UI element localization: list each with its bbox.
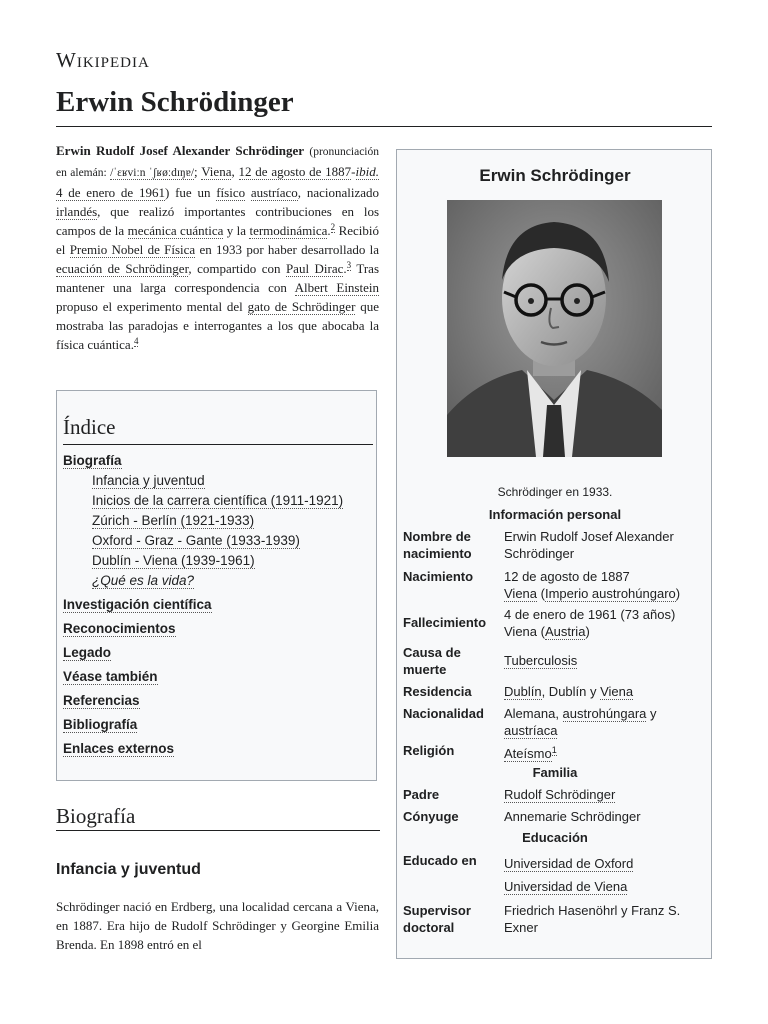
lead-text-5: Recibió el	[56, 223, 380, 257]
link-premio-nobel[interactable]: Premio Nobel de Física	[69, 242, 196, 257]
infobox-row-supervisor	[403, 902, 707, 936]
row-value	[504, 705, 704, 739]
toc-item-label[interactable]: Bibliografía	[63, 717, 138, 732]
pronunciation-suffix: ;	[194, 164, 198, 179]
pronunciation-prefix: (pronunciación en alemán:	[56, 146, 379, 179]
biography-paragraph: Schrödinger nació en Erdberg, una localidad cercana a Viena, en 1887. Era hijo de Rudolf Schrödinger y Georgine Emilia Brenda. En 1898 entró en el	[56, 899, 379, 952]
reference-4[interactable]: 4	[133, 335, 139, 346]
link-ateismo[interactable]: Ateísmo	[504, 746, 552, 762]
link-uni-viena[interactable]: Universidad de Viena	[504, 879, 628, 894]
lead-text-6: en 1933 por haber desarrollado la	[199, 242, 380, 257]
link-albert-einstein[interactable]: Albert Einstein	[294, 280, 379, 295]
toc-item-dublin[interactable]	[63, 551, 373, 571]
toc-item-label[interactable]: Véase también	[63, 669, 158, 684]
infobox-row-religion	[403, 742, 707, 762]
toc-item-referencias[interactable]	[63, 691, 373, 711]
section-divider	[56, 830, 380, 831]
lead-text-7: , compartido con	[188, 261, 281, 276]
row-label: Fallecimiento	[403, 615, 487, 630]
toc-item-label[interactable]: Referencias	[63, 693, 140, 708]
toc-item-oxford[interactable]	[63, 531, 373, 551]
paren-close: )	[675, 586, 681, 601]
row-label: Cónyuge	[403, 809, 459, 824]
paren-close: )	[585, 624, 590, 639]
title-divider	[56, 126, 712, 127]
link-ibid[interactable]: ibid.	[355, 164, 379, 179]
wikipedia-logo[interactable]: Wikipedia	[56, 48, 150, 72]
link-imperio[interactable]: Imperio austrohúngaro	[544, 586, 676, 601]
row-label: Nombre de nacimiento	[403, 529, 472, 561]
infobox-header-familia: Familia	[532, 765, 578, 780]
toc-divider	[63, 444, 373, 445]
link-austriaco[interactable]: austríaco	[250, 185, 298, 200]
link-oxford[interactable]: Universidad de Oxford	[504, 856, 634, 871]
toc-item-label[interactable]: Infancia y juventud	[92, 473, 205, 488]
row-value: Friedrich Hasenöhrl y Franz S. Exner	[504, 903, 681, 935]
toc-item-label[interactable]: Legado	[63, 645, 112, 660]
toc-item-label[interactable]: Dublín - Viena (1939-1961)	[92, 553, 255, 568]
lead-text-8: Tras mantener una larga correspondencia con	[56, 261, 380, 295]
full-name: Erwin Rudolf Josef Alexander Schrödinger	[56, 143, 304, 158]
page-title: Erwin Schrödinger	[56, 86, 294, 118]
lead-text-3: , que realizó importantes contribuciones en los campos de la	[56, 204, 379, 238]
toc-item-label[interactable]: Zúrich - Berlín (1921-1933)	[92, 513, 255, 528]
ipa-link[interactable]: /ˈɛʁviːn ˈʃʁøːdɪŋɐ/	[110, 167, 195, 179]
link-austriaca[interactable]: austríaca	[504, 723, 558, 738]
infobox-header-educacion: Educación	[522, 830, 588, 845]
lead-text-10: que mostraba las paradojas e interrogantes a los que abocaba la física cuántica.	[56, 299, 379, 352]
infobox	[396, 149, 712, 959]
link-viena[interactable]: Viena	[201, 164, 232, 179]
portrait-photo[interactable]	[447, 200, 662, 457]
photo-caption: Schrödinger en 1933.	[497, 485, 613, 499]
row-label: Supervisor doctoral	[403, 903, 471, 935]
death-place	[504, 623, 704, 640]
toc-item-label[interactable]: Oxford - Graz - Gante (1933-1939)	[92, 533, 300, 548]
residence-sep: , Dublín y	[541, 684, 601, 699]
infobox-row-fallecimiento	[403, 606, 707, 640]
row-label: Causa de muerte	[403, 645, 461, 677]
row-value: Annemarie Schrödinger	[504, 809, 641, 824]
row-value	[504, 606, 704, 640]
lead-text-9: propuso el experimento mental del	[56, 299, 243, 314]
row-label: Nacimiento	[403, 569, 474, 584]
toc-item-inicios[interactable]	[63, 491, 373, 511]
link-dublin[interactable]: Dublín	[504, 684, 542, 699]
date-separator: -	[351, 164, 356, 179]
row-value: Erwin Rudolf Josef Alexander Schrödinger	[504, 529, 674, 561]
death-date: 4 de enero de 1961 (73 años)	[504, 607, 676, 622]
row-value	[504, 652, 704, 669]
birth-date: 12 de agosto de 1887	[504, 569, 630, 584]
portrait-image	[447, 200, 662, 457]
toc-item-label[interactable]: Enlaces externos	[63, 741, 175, 756]
toc-item-enlaces-externos[interactable]	[63, 739, 373, 759]
link-ecuacion-schrodinger[interactable]: ecuación de Schrödinger	[56, 261, 189, 276]
nationality-sep: y	[646, 706, 657, 721]
link-termodinamica[interactable]: termodinámica	[249, 223, 328, 238]
row-label: Residencia	[403, 684, 472, 699]
toc-item-investigacion[interactable]	[63, 595, 373, 615]
infobox-row-nacimiento	[403, 568, 707, 602]
infobox-row-nacionalidad	[403, 705, 707, 739]
table-of-contents	[56, 390, 377, 781]
link-austria[interactable]: Austria	[544, 624, 586, 639]
link-viena-res[interactable]: Viena	[600, 684, 634, 699]
paren-open: (	[537, 586, 545, 601]
infobox-row-educado	[403, 852, 707, 892]
toc-item-que-es-la-vida[interactable]	[63, 571, 373, 591]
row-value	[504, 568, 704, 602]
infobox-row-residencia	[403, 683, 707, 700]
death-city: Viena (	[504, 624, 545, 639]
infobox-row-nombre	[403, 528, 707, 562]
link-fisico[interactable]: físico	[216, 185, 246, 200]
toc-item-reconocimientos[interactable]	[63, 619, 373, 639]
link-austrohungara[interactable]: austrohúngara	[562, 706, 647, 721]
toc-item-label[interactable]: Reconocimientos	[63, 621, 176, 636]
row-label: Religión	[403, 743, 455, 758]
toc-item-biografia[interactable]	[63, 451, 373, 471]
row-value	[504, 742, 704, 762]
link-birth-date[interactable]: 12 de agosto de 1887	[238, 164, 352, 179]
link-paul-dirac[interactable]: Paul Dirac	[285, 261, 344, 276]
link-death-date[interactable]: 4 de enero de 1961	[56, 185, 165, 200]
toc-item-bibliografia[interactable]	[63, 715, 373, 735]
link-mecanica-cuantica[interactable]: mecánica cuántica	[127, 223, 224, 238]
infobox-row-causa	[403, 644, 707, 678]
row-value	[504, 852, 704, 898]
row-value	[504, 683, 704, 700]
birth-place	[504, 585, 704, 602]
infobox-row-conyuge	[403, 808, 707, 825]
toc-item-label[interactable]: Inicios de la carrera científica (1911-1921)	[92, 493, 344, 508]
toc-item-label[interactable]: ¿Qué es la vida?	[92, 573, 195, 588]
subsection-heading-infancia: Infancia y juventud	[56, 861, 201, 878]
row-value	[504, 786, 704, 803]
lead-paragraph: Erwin Rudolf Josef Alexander Schrödinger (pronunciación en alemán: /ˈɛʁviːn ˈʃʁøːdɪŋɐ/; Viena, 12 de agosto de 1887-ibid. 4 de enero de 1961) fue un físico austríaco, nacionalizado irlandés, que realizó importantes contribuciones en los campos de la mecánica cuántica y la termodinámica.$^2$ Recibió el Premio Nobel de Física en 1933 por haber desarrollado la ecuación de Schrödinger, compartido con Paul Dirac.$^3$ Tras mantener una larga correspondencia con Albert Einstein propuso el experimento mental del gato de Schrödinger que mostraba las paradojas e interrogantes a los que abocaba la física cuántica.$^4$	[56, 143, 380, 352]
infobox-header-personal: Información personal	[488, 507, 622, 522]
link-viena-birth[interactable]: Viena	[504, 586, 538, 601]
toc-item-legado[interactable]	[63, 643, 373, 663]
section-heading-biografia: Biografía	[56, 804, 136, 828]
row-label: Nacionalidad	[403, 706, 484, 721]
reference-1[interactable]: 1	[551, 745, 557, 755]
reference-2[interactable]: 2	[330, 221, 336, 232]
nationality-1: Alemana	[504, 706, 556, 721]
infobox-row-padre	[403, 786, 707, 803]
link-gato-schrodinger[interactable]: gato de Schrödinger	[247, 299, 356, 314]
link-rudolf[interactable]: Rudolf Schrödinger	[504, 787, 616, 802]
lead-text-1: ) fue un	[164, 185, 211, 200]
row-label: Padre	[403, 787, 440, 802]
infobox-title: Erwin Schrödinger	[479, 166, 631, 185]
toc-title: Índice	[63, 415, 116, 439]
link-irlandes[interactable]: irlandés	[56, 204, 98, 219]
lead-text-2: , nacionalizado	[297, 185, 379, 200]
toc-item-infancia[interactable]	[63, 471, 373, 491]
toc-item-label[interactable]: Investigación científica	[63, 597, 212, 612]
reference-3[interactable]: 3	[346, 259, 352, 270]
toc-list	[63, 451, 373, 759]
lead-text-4: y la	[226, 223, 247, 238]
toc-item-vease-tambien[interactable]	[63, 667, 373, 687]
toc-item-zurich[interactable]	[63, 511, 373, 531]
toc-item-label[interactable]: Biografía	[63, 453, 122, 468]
link-tuberculosis[interactable]: Tuberculosis	[504, 653, 578, 668]
nationality-sep: ,	[555, 706, 563, 721]
row-label: Educado en	[403, 853, 477, 868]
